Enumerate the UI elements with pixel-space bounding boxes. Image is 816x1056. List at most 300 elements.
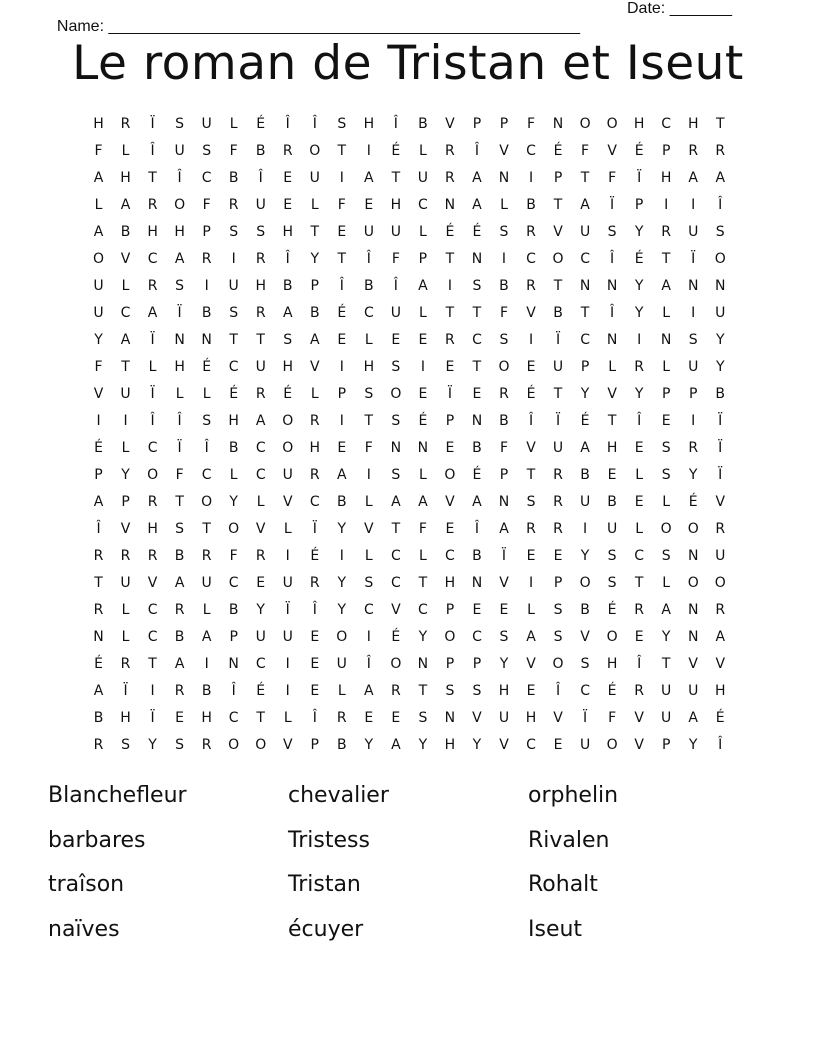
- grid-letter: A: [93, 494, 104, 510]
- grid-letter: Ï: [555, 332, 561, 348]
- grid-letter: C: [526, 143, 536, 159]
- grid-letter: B: [120, 224, 131, 240]
- grid-letter: S: [553, 629, 563, 645]
- grid-letter: C: [661, 116, 672, 132]
- grid-letter: C: [418, 602, 428, 618]
- grid-letter: S: [391, 359, 401, 375]
- grid-letter: L: [310, 197, 319, 213]
- grid-letter: B: [228, 440, 239, 456]
- grid-letter: E: [283, 197, 293, 213]
- grid-letter: Î: [258, 170, 263, 186]
- grid-letter: H: [498, 683, 510, 699]
- grid-letter: V: [391, 602, 401, 618]
- grid-letter: V: [282, 494, 293, 510]
- grid-letter: C: [390, 575, 401, 591]
- grid-letter: Î: [393, 116, 398, 132]
- grid-letter: S: [175, 278, 185, 294]
- grid-letter: A: [255, 413, 266, 429]
- grid-letter: H: [363, 359, 375, 375]
- grid-letter: I: [204, 656, 209, 672]
- grid-letter: U: [552, 359, 564, 375]
- grid-letter: P: [229, 629, 238, 645]
- grid-letter: P: [445, 656, 455, 672]
- grid-letter: Y: [337, 521, 347, 537]
- grid-letter: Î: [474, 521, 480, 537]
- grid-letter: T: [175, 494, 184, 510]
- grid-letter: R: [715, 143, 726, 159]
- grid-letter: F: [526, 116, 536, 132]
- grid-letter: Y: [715, 332, 725, 348]
- grid-letter: F: [581, 143, 590, 159]
- grid-letter: B: [472, 548, 482, 564]
- grid-letter: U: [255, 197, 266, 213]
- grid-letter: H: [606, 440, 618, 456]
- grid-letter: S: [364, 575, 374, 591]
- grid-letter: T: [661, 656, 671, 672]
- grid-letter: S: [715, 224, 725, 240]
- grid-letter: S: [364, 386, 374, 402]
- grid-letter: V: [607, 386, 617, 402]
- grid-letter: É: [607, 602, 617, 618]
- grid-letter: I: [420, 359, 425, 375]
- name-field-line: Name: _____________________________________________________: [56, 18, 581, 35]
- grid-letter: N: [687, 278, 699, 294]
- grid-letter: É: [634, 143, 644, 159]
- word-list-item: Iseut: [528, 916, 583, 942]
- grid-letter: A: [472, 197, 482, 213]
- grid-letter: C: [363, 602, 374, 618]
- grid-letter: U: [661, 710, 672, 726]
- grid-letter: L: [175, 386, 184, 402]
- grid-letter: B: [309, 305, 320, 321]
- grid-letter: S: [229, 224, 239, 240]
- grid-letter: É: [607, 683, 617, 699]
- grid-letter: O: [498, 359, 510, 375]
- grid-letter: T: [418, 575, 428, 591]
- grid-letter: Y: [418, 737, 428, 753]
- grid-letter: S: [283, 332, 293, 348]
- grid-letter: T: [148, 170, 157, 186]
- grid-letter: U: [606, 521, 618, 537]
- grid-letter: I: [96, 413, 101, 429]
- grid-letter: V: [526, 440, 536, 456]
- grid-letter: O: [606, 116, 618, 132]
- grid-letter: V: [634, 710, 644, 726]
- grid-letter: Î: [339, 278, 344, 294]
- grid-letter: É: [445, 224, 455, 240]
- grid-letter: R: [93, 737, 104, 753]
- grid-letter: T: [391, 521, 401, 537]
- grid-letter: P: [661, 737, 671, 753]
- grid-letter: L: [121, 278, 130, 294]
- grid-letter: V: [93, 386, 104, 402]
- grid-letter: P: [688, 386, 698, 402]
- grid-letter: Y: [337, 602, 347, 618]
- grid-letter: S: [607, 548, 617, 564]
- grid-letter: V: [120, 251, 131, 267]
- grid-letter: H: [147, 521, 158, 537]
- word-list-item: traîson: [48, 872, 125, 897]
- grid-letter: T: [445, 251, 455, 267]
- grid-letter: A: [93, 683, 104, 699]
- grid-letter: E: [256, 575, 266, 591]
- grid-letter: V: [634, 737, 644, 753]
- grid-letter: T: [256, 710, 265, 726]
- grid-letter: I: [285, 683, 290, 699]
- grid-letter: I: [366, 467, 371, 483]
- grid-letter: A: [201, 629, 212, 645]
- grid-letter: U: [579, 224, 591, 240]
- grid-letter: O: [687, 575, 699, 591]
- grid-letter: L: [635, 467, 644, 483]
- grid-letter: E: [445, 440, 455, 456]
- grid-letter: B: [715, 386, 726, 402]
- grid-letter: F: [94, 143, 103, 159]
- grid-letter: Î: [96, 521, 101, 537]
- grid-letter: Î: [150, 143, 155, 159]
- grid-letter: Î: [177, 170, 182, 186]
- grid-letter: S: [688, 332, 698, 348]
- grid-letter: Y: [634, 278, 644, 294]
- grid-letter: P: [472, 116, 482, 132]
- grid-letter: B: [499, 278, 509, 294]
- grid-letter: I: [691, 197, 696, 213]
- grid-letter: É: [526, 386, 536, 402]
- grid-letter: A: [337, 467, 347, 483]
- grid-letter: N: [201, 332, 212, 348]
- grid-letter: L: [662, 575, 671, 591]
- grid-letter: A: [174, 656, 185, 672]
- grid-letter: Y: [661, 629, 671, 645]
- grid-letter: F: [229, 143, 238, 159]
- grid-letter: A: [688, 710, 698, 726]
- grid-letter: H: [120, 710, 131, 726]
- grid-letter: I: [691, 413, 696, 429]
- grid-letter: H: [201, 710, 212, 726]
- page-title: Le roman de Tristan et Iseut: [72, 36, 744, 91]
- grid-letter: I: [366, 143, 371, 159]
- grid-letter: U: [282, 629, 293, 645]
- grid-letter: É: [472, 224, 482, 240]
- grid-letter: I: [285, 548, 290, 564]
- grid-letter: E: [310, 656, 320, 672]
- grid-letter: H: [174, 224, 185, 240]
- grid-letter: U: [255, 629, 266, 645]
- grid-letter: U: [688, 224, 699, 240]
- grid-letter: B: [580, 602, 590, 618]
- grid-letter: H: [714, 683, 726, 699]
- grid-letter: H: [282, 359, 293, 375]
- grid-letter: S: [121, 737, 130, 753]
- grid-letter: O: [660, 521, 672, 537]
- grid-letter: L: [148, 359, 157, 375]
- grid-letter: E: [337, 224, 347, 240]
- grid-letter: Ï: [150, 386, 155, 402]
- grid-letter: R: [255, 305, 266, 321]
- grid-letter: N: [714, 278, 726, 294]
- grid-letter: U: [715, 548, 726, 564]
- grid-letter: Î: [204, 440, 209, 456]
- grid-letter: F: [418, 521, 427, 537]
- grid-letter: E: [526, 359, 536, 375]
- grid-letter: N: [444, 197, 456, 213]
- grid-letter: R: [553, 521, 563, 537]
- grid-letter: Î: [231, 683, 236, 699]
- grid-letter: H: [660, 170, 672, 186]
- grid-letter: P: [418, 251, 428, 267]
- grid-letter: H: [255, 278, 266, 294]
- grid-letter: T: [553, 197, 563, 213]
- grid-letter: S: [499, 224, 509, 240]
- grid-letter: N: [471, 413, 483, 429]
- grid-letter: C: [580, 332, 590, 348]
- grid-letter: Ï: [501, 548, 507, 564]
- grid-letter: B: [336, 494, 347, 510]
- grid-letter: Î: [366, 251, 371, 267]
- grid-letter: T: [553, 386, 563, 402]
- grid-letter: P: [553, 170, 563, 186]
- grid-letter: H: [228, 413, 239, 429]
- grid-letter: A: [688, 170, 698, 186]
- grid-letter: U: [688, 683, 699, 699]
- grid-letter: E: [499, 602, 509, 618]
- grid-letter: V: [120, 521, 131, 537]
- grid-letter: U: [174, 143, 185, 159]
- grid-letter: E: [391, 332, 401, 348]
- grid-letter: V: [715, 656, 726, 672]
- grid-letter: P: [310, 737, 319, 753]
- grid-letter: H: [390, 197, 402, 213]
- grid-letter: I: [366, 629, 371, 645]
- grid-letter: C: [201, 170, 212, 186]
- grid-letter: F: [229, 548, 238, 564]
- grid-letter: Y: [364, 737, 374, 753]
- grid-letter: T: [418, 683, 428, 699]
- grid-letter: A: [661, 278, 671, 294]
- grid-letter: Y: [499, 656, 509, 672]
- grid-letter: Ï: [555, 413, 561, 429]
- grid-letter: P: [445, 413, 455, 429]
- grid-letter: T: [337, 251, 347, 267]
- grid-letter: E: [283, 170, 293, 186]
- grid-letter: U: [120, 575, 131, 591]
- grid-letter: O: [552, 251, 564, 267]
- word-list-item: naïves: [48, 916, 120, 942]
- grid-letter: B: [336, 737, 347, 753]
- grid-letter: É: [715, 710, 725, 726]
- grid-letter: S: [580, 656, 590, 672]
- grid-letter: A: [418, 278, 428, 294]
- grid-letter: Î: [610, 305, 615, 321]
- grid-letter: T: [364, 413, 374, 429]
- grid-letter: I: [339, 548, 344, 564]
- grid-letter: E: [634, 440, 644, 456]
- grid-letter: I: [637, 332, 642, 348]
- word-list-item: écuyer: [288, 916, 364, 942]
- grid-letter: L: [662, 494, 671, 510]
- grid-letter: S: [607, 224, 617, 240]
- grid-letter: E: [661, 413, 671, 429]
- grid-letter: S: [175, 116, 185, 132]
- grid-letter: O: [687, 521, 699, 537]
- grid-letter: V: [364, 521, 374, 537]
- grid-letter: L: [364, 332, 373, 348]
- grid-letter: O: [444, 629, 456, 645]
- grid-letter: P: [337, 386, 347, 402]
- grid-letter: T: [229, 332, 238, 348]
- grid-letter: A: [120, 197, 131, 213]
- grid-letter: R: [661, 224, 672, 240]
- grid-letter: R: [120, 116, 131, 132]
- grid-letter: Ï: [177, 305, 182, 321]
- grid-letter: U: [228, 278, 239, 294]
- grid-letter: C: [147, 602, 158, 618]
- grid-letter: R: [688, 143, 699, 159]
- grid-letter: T: [445, 305, 455, 321]
- grid-letter: S: [391, 413, 401, 429]
- grid-letter: H: [444, 575, 456, 591]
- grid-letter: L: [121, 440, 130, 456]
- grid-letter: O: [579, 116, 591, 132]
- grid-letter: F: [608, 710, 617, 726]
- grid-letter: E: [310, 683, 320, 699]
- grid-letter: V: [553, 710, 563, 726]
- grid-letter: Ï: [123, 683, 128, 699]
- grid-letter: E: [472, 602, 482, 618]
- grid-letter: C: [526, 251, 536, 267]
- grid-letter: R: [120, 656, 131, 672]
- grid-letter: L: [418, 143, 427, 159]
- grid-letter: C: [580, 683, 590, 699]
- grid-letter: U: [282, 575, 293, 591]
- word-list-item: orphelin: [528, 783, 619, 808]
- grid-letter: Î: [285, 116, 290, 132]
- grid-letter: U: [309, 170, 320, 186]
- grid-letter: Y: [634, 224, 644, 240]
- grid-letter: Î: [312, 116, 317, 132]
- grid-letter: S: [202, 143, 212, 159]
- grid-letter: A: [472, 170, 482, 186]
- grid-letter: R: [715, 521, 726, 537]
- grid-letter: O: [606, 737, 618, 753]
- grid-letter: S: [661, 440, 671, 456]
- grid-letter: N: [417, 440, 429, 456]
- grid-letter: S: [202, 413, 212, 429]
- grid-letter: Î: [637, 656, 642, 672]
- grid-letter: S: [391, 467, 401, 483]
- grid-letter: I: [285, 656, 290, 672]
- grid-letter: E: [337, 332, 347, 348]
- grid-letter: L: [121, 143, 130, 159]
- grid-letter: R: [282, 143, 293, 159]
- grid-letter: A: [580, 440, 590, 456]
- grid-letter: T: [202, 521, 211, 537]
- grid-letter: C: [445, 548, 455, 564]
- grid-letter: A: [526, 629, 536, 645]
- grid-letter: P: [553, 575, 563, 591]
- grid-letter: U: [661, 683, 672, 699]
- grid-letter: S: [418, 710, 428, 726]
- grid-letter: U: [715, 305, 726, 321]
- grid-letter: E: [391, 710, 401, 726]
- grid-letter: R: [445, 332, 455, 348]
- grid-letter: O: [201, 494, 213, 510]
- grid-letter: L: [608, 359, 617, 375]
- grid-letter: I: [150, 683, 155, 699]
- grid-letter: C: [390, 548, 401, 564]
- grid-letter: R: [201, 251, 212, 267]
- grid-letter: T: [121, 359, 130, 375]
- grid-letter: A: [93, 224, 104, 240]
- grid-letter: Î: [718, 197, 723, 213]
- grid-letter: A: [580, 197, 590, 213]
- grid-letter: P: [121, 494, 130, 510]
- grid-letter: V: [499, 143, 509, 159]
- grid-letter: Y: [310, 251, 320, 267]
- grid-letter: I: [528, 170, 534, 186]
- grid-letter: V: [526, 656, 536, 672]
- grid-letter: Ï: [718, 440, 723, 456]
- grid-letter: A: [715, 170, 726, 186]
- grid-letter: É: [283, 386, 293, 402]
- grid-letter: Y: [688, 467, 698, 483]
- grid-letter: L: [364, 548, 373, 564]
- grid-letter: É: [688, 494, 698, 510]
- grid-letter: V: [526, 305, 536, 321]
- grid-letter: Y: [256, 602, 265, 618]
- grid-letter: P: [661, 386, 671, 402]
- grid-letter: U: [579, 494, 591, 510]
- grid-letter: U: [498, 710, 510, 726]
- grid-letter: T: [580, 305, 590, 321]
- grid-letter: F: [364, 440, 373, 456]
- grid-letter: U: [201, 575, 212, 591]
- grid-letter: A: [120, 332, 131, 348]
- grid-letter: Ï: [610, 197, 615, 213]
- grid-letter: N: [606, 278, 618, 294]
- grid-letter: N: [228, 656, 239, 672]
- grid-letter: I: [501, 251, 507, 267]
- header: [48, 0, 748, 35]
- grid-letter: V: [688, 656, 698, 672]
- grid-letter: E: [553, 737, 563, 753]
- grid-letter: I: [339, 359, 344, 375]
- grid-letter: C: [255, 440, 266, 456]
- grid-letter: R: [634, 683, 644, 699]
- grid-letter: F: [337, 197, 346, 213]
- grid-letter: O: [606, 629, 618, 645]
- grid-letter: U: [336, 656, 347, 672]
- grid-letter: P: [661, 143, 671, 159]
- grid-letter: H: [633, 116, 645, 132]
- grid-letter: B: [93, 710, 104, 726]
- grid-letter: C: [147, 629, 158, 645]
- grid-letter: Ï: [691, 251, 696, 267]
- grid-letter: O: [336, 629, 348, 645]
- grid-letter: L: [500, 197, 508, 213]
- grid-letter: O: [93, 251, 105, 267]
- grid-letter: B: [526, 197, 536, 213]
- grid-letter: T: [310, 224, 320, 240]
- grid-letter: A: [282, 305, 293, 321]
- grid-letter: P: [634, 197, 644, 213]
- grid-letter: V: [580, 629, 590, 645]
- grid-letter: L: [310, 386, 319, 402]
- grid-letter: É: [256, 116, 266, 132]
- grid-letter: B: [174, 548, 185, 564]
- word-list-item: Blanchefleur: [48, 783, 187, 808]
- grid-letter: É: [634, 251, 644, 267]
